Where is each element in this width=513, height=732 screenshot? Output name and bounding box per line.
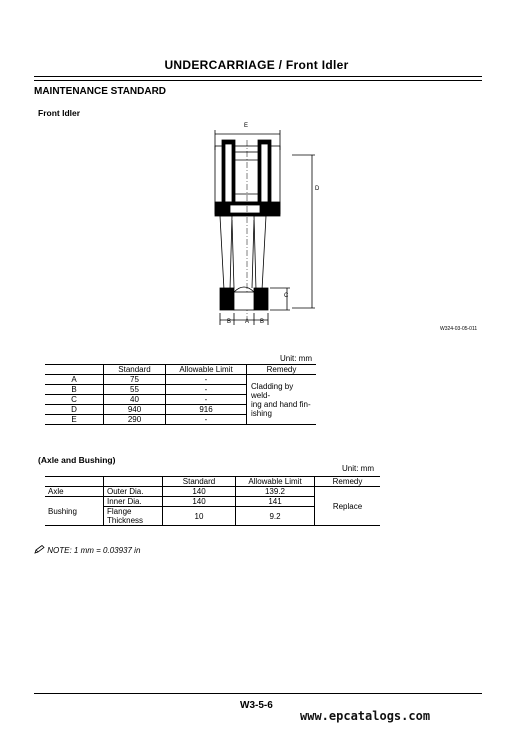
footer-rule xyxy=(34,693,482,694)
axle-bushing-table xyxy=(45,476,380,526)
pencil-icon xyxy=(34,545,45,554)
figure-code: W324-03-05-011 xyxy=(440,326,478,332)
figure-subtitle: Front Idler xyxy=(38,108,81,118)
table-header-cell: Remedy xyxy=(315,477,381,487)
row-label: C xyxy=(45,395,104,405)
part-label-line: Thickness xyxy=(107,516,144,525)
standard-value: 140 xyxy=(163,487,236,497)
section-title: MAINTENANCE STANDARD xyxy=(34,86,167,97)
remedy-line: ing and hand fin- xyxy=(251,399,311,409)
table1-unit: Unit: mm xyxy=(280,354,312,363)
limit-value: - xyxy=(166,375,247,385)
part-label: Inner Dia. xyxy=(104,497,163,507)
remedy-line: Cladding by weld- xyxy=(251,381,294,400)
page-number: W3-5-6 xyxy=(240,700,273,711)
limit-value: - xyxy=(166,395,247,405)
table-row xyxy=(45,375,316,385)
dim-label-a: A xyxy=(245,319,250,325)
table-header-cell: Allowable Limit xyxy=(166,365,247,375)
table-header-row xyxy=(45,477,380,487)
dim-label-b-right: B xyxy=(260,319,265,325)
limit-value: 141 xyxy=(236,497,315,507)
dim-label-d: D xyxy=(315,186,320,192)
dim-label-b-left: B xyxy=(227,319,232,325)
limit-value: 9.2 xyxy=(236,507,315,526)
maintenance-table xyxy=(45,364,316,425)
row-label: A xyxy=(45,375,104,385)
table-header-cell: Standard xyxy=(104,365,166,375)
table-header-cell xyxy=(45,365,104,375)
table-header-row xyxy=(45,365,316,375)
part-label-line: Flange xyxy=(107,507,132,516)
axle-label: Axle xyxy=(45,487,104,497)
part-label: Outer Dia. xyxy=(104,487,163,497)
table-header-cell xyxy=(45,477,104,487)
limit-value: 139.2 xyxy=(236,487,315,497)
remedy-cell: Replace xyxy=(315,487,381,526)
row-label: B xyxy=(45,385,104,395)
limit-value: 916 xyxy=(166,405,247,415)
row-label: D xyxy=(45,405,104,415)
standard-value: 75 xyxy=(104,375,166,385)
table2-title: (Axle and Bushing) xyxy=(38,455,116,465)
page-header-title: UNDERCARRIAGE / Front Idler xyxy=(164,58,349,72)
standard-value: 10 xyxy=(163,507,236,526)
standard-value: 940 xyxy=(104,405,166,415)
dim-label-c: C xyxy=(284,293,289,299)
table-header-cell: Standard xyxy=(163,477,236,487)
limit-value: - xyxy=(166,415,247,425)
standard-value: 290 xyxy=(104,415,166,425)
table-header-cell: Allowable Limit xyxy=(236,477,315,487)
header-rule xyxy=(34,76,482,81)
bushing-label: Bushing xyxy=(45,497,104,526)
dim-label-e: E xyxy=(244,123,249,129)
standard-value: 55 xyxy=(104,385,166,395)
remedy-line: ishing xyxy=(251,408,272,418)
remedy-cell xyxy=(247,375,317,425)
note-text: NOTE: 1 mm = 0.03937 in xyxy=(47,546,141,555)
limit-value: - xyxy=(166,385,247,395)
table-header-cell: Remedy xyxy=(247,365,317,375)
front-idler-drawing xyxy=(200,120,330,330)
standard-value: 140 xyxy=(163,497,236,507)
table2-unit: Unit: mm xyxy=(342,464,374,473)
note xyxy=(34,545,140,555)
table-header-cell xyxy=(104,477,163,487)
row-label: E xyxy=(45,415,104,425)
part-label xyxy=(104,507,163,526)
watermark-url: www.epcatalogs.com xyxy=(300,709,431,723)
standard-value: 40 xyxy=(104,395,166,405)
table-row xyxy=(45,487,380,497)
